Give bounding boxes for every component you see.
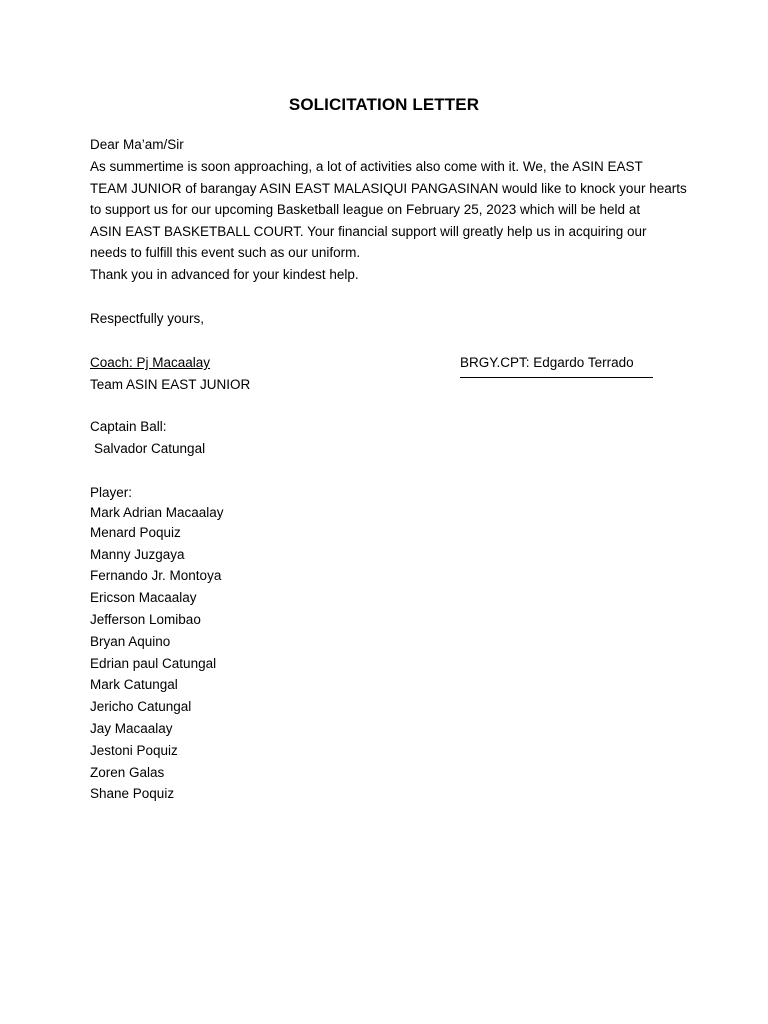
body-line: needs to fulfill this event such as our uniform.	[90, 245, 361, 261]
player-name: Jefferson Lomibao	[90, 611, 201, 627]
greeting-block	[90, 134, 690, 156]
body-line: As summertime is soon approaching, a lot of activities also come with it. We, the ASIN EAST	[90, 159, 643, 174]
brgy-captain-name: BRGY.CPT: Edgardo Terrado	[460, 355, 634, 370]
closing-block	[90, 308, 690, 330]
signature-rule	[460, 377, 653, 378]
player-name: Fernando Jr. Montoya	[90, 568, 222, 584]
player-name: Zoren Galas	[90, 764, 165, 780]
body-line: TEAM JUNIOR of barangay ASIN EAST MALASIQUI PANGASINAN would like to knock your hearts	[90, 180, 687, 196]
captain-ball-block	[90, 416, 690, 459]
closing: Respectfully yours,	[90, 311, 205, 326]
letter-body	[90, 156, 690, 286]
captain-ball-label: Captain Ball:	[90, 419, 167, 434]
player-name: Menard Poquiz	[90, 524, 181, 540]
body-line: to support us for our upcoming Basketball league on February 25, 2023 which will be held at	[90, 202, 641, 218]
body-line: Thank you in advanced for your kindest help.	[90, 266, 359, 282]
player-name: Shane Poquiz	[90, 786, 175, 802]
captain-ball-name: Salvador Catungal	[94, 440, 206, 456]
letter-title: SOLICITATION LETTER	[288, 95, 480, 114]
player-name: Jay Macaalay	[90, 720, 173, 736]
player-name: Jestoni Poquiz	[90, 742, 178, 758]
player-name: Bryan Aquino	[90, 633, 171, 649]
player-name: Mark Catungal	[90, 677, 178, 693]
player-name: Mark Adrian Macaalay	[90, 504, 224, 520]
team-name: Team ASIN EAST JUNIOR	[90, 376, 251, 392]
greeting: Dear Ma’am/Sir	[90, 137, 184, 152]
coach-name: Coach: Pj Macaalay	[90, 355, 211, 370]
player-name: Manny Juzgaya	[90, 546, 185, 562]
body-line: ASIN EAST BASKETBALL COURT. Your financial support will greatly help us in acquiring our	[90, 223, 647, 239]
players-label: Player:	[90, 485, 133, 500]
players-block	[90, 482, 690, 805]
brgy-captain-signature	[460, 352, 660, 378]
player-name: Edrian paul Catungal	[90, 655, 217, 671]
player-name: Jericho Catungal	[90, 699, 192, 715]
player-name: Ericson Macaalay	[90, 590, 197, 606]
